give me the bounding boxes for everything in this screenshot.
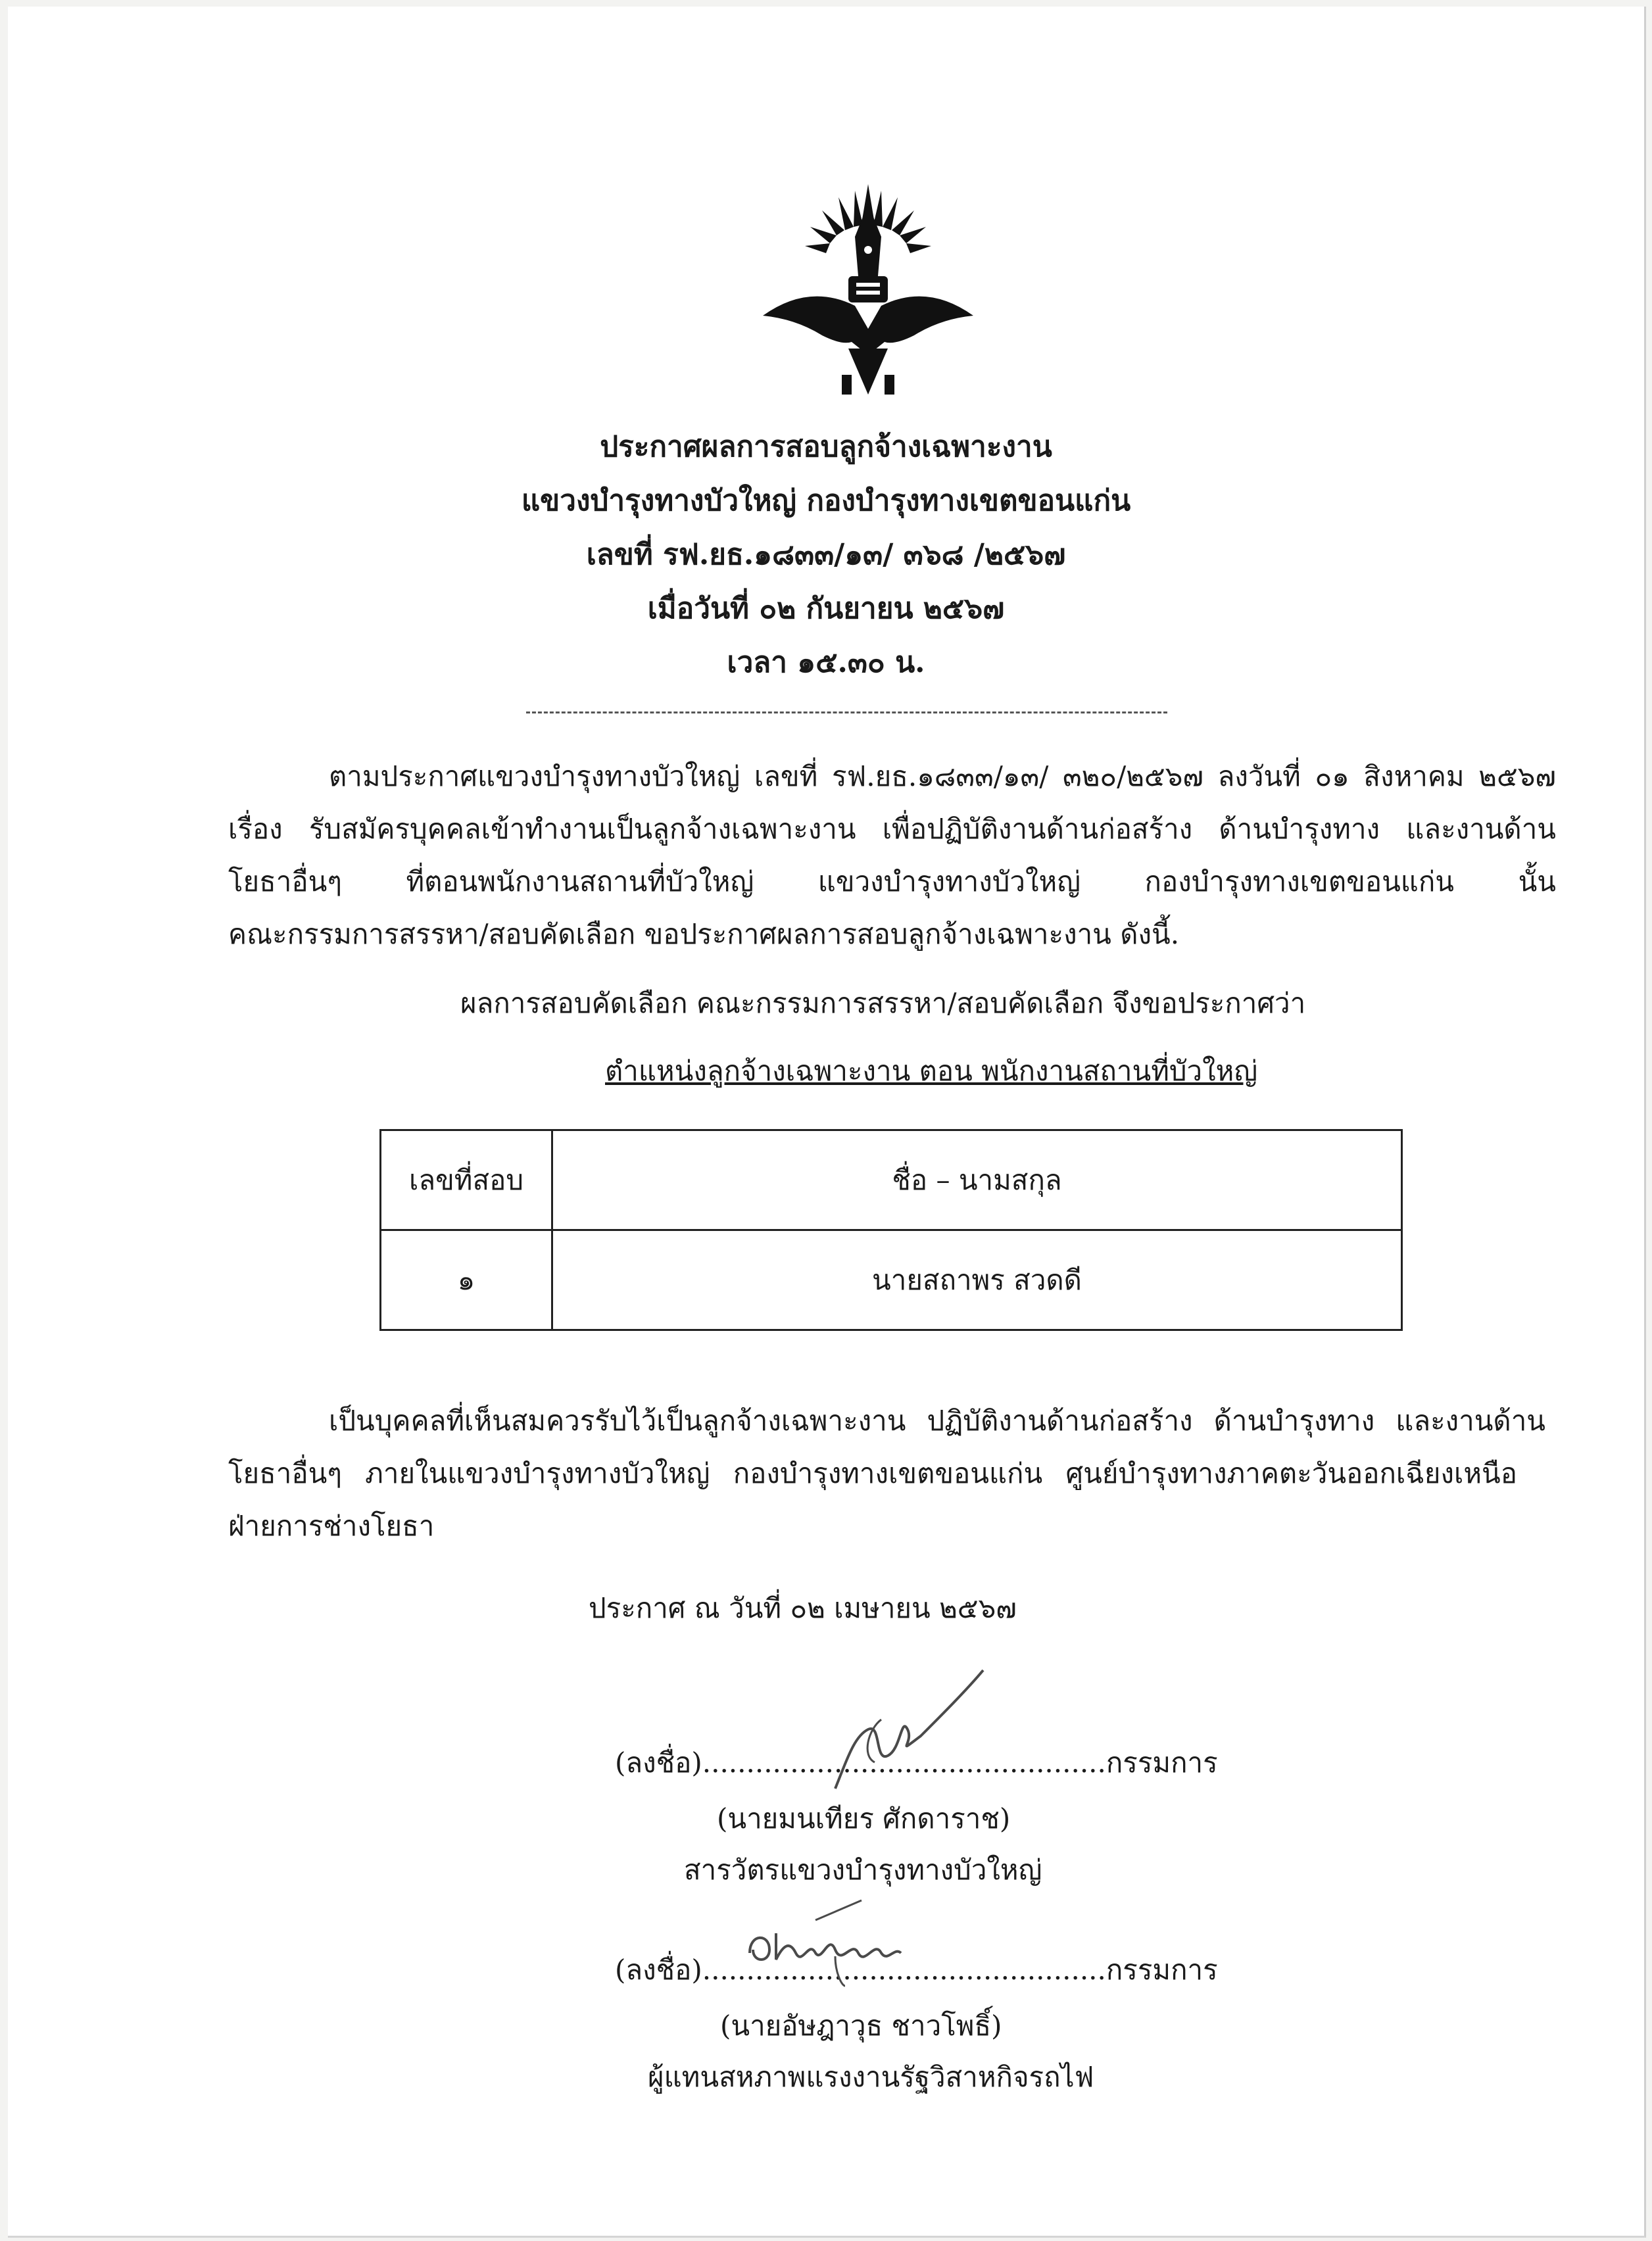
document-title: ประกาศผลการสอบลูกจ้างเฉพาะงาน xyxy=(600,430,1052,464)
signature-1-line: (ลงชื่อ)..............................................กรรมการ xyxy=(615,1747,1218,1779)
paragraph-1-line-1: ตามประกาศแขวงบำรุงทางบัวใหญ่ เลขที่ รฟ.ยธ.๑๘๓๓/๑๓/ ๓๒๐/๒๕๖๗ ลงวันที่ ๐๑ สิงหาคม ๒๕๖๗ xyxy=(329,760,1556,792)
table-header-cell: ชื่อ – นามสกุล xyxy=(552,1130,1402,1230)
paragraph-1-line-3: โยธาอื่นๆ ที่ตอนพนักงานสถานที่บัวใหญ่ แขวงบำรุงทางบัวใหญ่ กองบำรุงทางเขตขอนแก่น นั้น xyxy=(228,865,1556,898)
announcement-date: ประกาศ ณ วันที่ ๐๒ เมษายน ๒๕๖๗ xyxy=(589,1592,1017,1624)
table-cell: ๑ xyxy=(381,1230,552,1330)
table-row xyxy=(381,1230,1402,1330)
paragraph-1-line-2: เรื่อง รับสมัครบุคคลเข้าทำงานเป็นลูกจ้างเฉพาะงาน เพื่อปฏิบัติงานด้านก่อสร้าง ด้านบำรุงทาง และงานด้าน xyxy=(228,813,1556,845)
signature-1-name: (นายมนเทียร ศักดาราช) xyxy=(717,1802,1011,1835)
paragraph-1-line-4: คณะกรรมการสรรหา/สอบคัดเลือก ขอประกาศผลการสอบลูกจ้างเฉพาะงาน ดังนี้. xyxy=(228,918,1180,950)
document-number: เลขที่ รฟ.ยธ.๑๘๓๓/๑๓/ ๓๖๘ /๒๕๖๗ xyxy=(586,538,1066,571)
emblem-icon xyxy=(743,178,993,408)
signature-1-title: สารวัตรแขวงบำรุงทางบัวใหญ่ xyxy=(684,1854,1042,1886)
paragraph-2: ผลการสอบคัดเลือก คณะกรรมการสรรหา/สอบคัดเลือก จึงขอประกาศว่า xyxy=(460,987,1306,1019)
signature-2-line: (ลงชื่อ)..............................................กรรมการ xyxy=(615,1954,1218,1986)
handwritten-signature-2 xyxy=(737,1894,934,1992)
table-header-row xyxy=(381,1130,1402,1230)
paragraph-3-line-2: โยธาอื่นๆ ภายในแขวงบำรุงทางบัวใหญ่ กองบำรุงทางเขตขอนแก่น ศูนย์บำรุงทางภาคตะวันออกเฉียงเหนือ xyxy=(228,1457,1517,1489)
paragraph-3-line-3: ฝ่ายการช่างโยธา xyxy=(228,1510,435,1542)
position-heading: ตำแหน่งลูกจ้างเฉพาะงาน ตอน พนักงานสถานที่บัวใหญ่ xyxy=(605,1055,1258,1087)
divider xyxy=(526,711,1167,713)
table-cell: นายสถาพร สวดดี xyxy=(552,1230,1402,1330)
handwritten-signature-1 xyxy=(809,1657,993,1795)
signature-2-title: ผู้แทนสหภาพแรงงานรัฐวิสาหกิจรถไฟ xyxy=(648,2061,1094,2093)
paragraph-3-line-1: เป็นบุคคลที่เห็นสมควรรับไว้เป็นลูกจ้างเฉพาะงาน ปฏิบัติงานด้านก่อสร้าง ด้านบำรุงทาง และงานด้าน xyxy=(329,1405,1545,1437)
document-date: เมื่อวันที่ ๐๒ กันยายน ๒๕๖๗ xyxy=(647,592,1005,625)
signature-2-name: (นายอัษฎาวุธ ชาวโพธิ์) xyxy=(720,2010,1002,2042)
document-time: เวลา ๑๕.๓๐ น. xyxy=(727,646,925,679)
results-table xyxy=(379,1129,1403,1331)
table-header-cell: เลขที่สอบ xyxy=(381,1130,552,1230)
organization-line: แขวงบำรุงทางบัวใหญ่ กองบำรุงทางเขตขอนแก่น xyxy=(521,484,1131,518)
